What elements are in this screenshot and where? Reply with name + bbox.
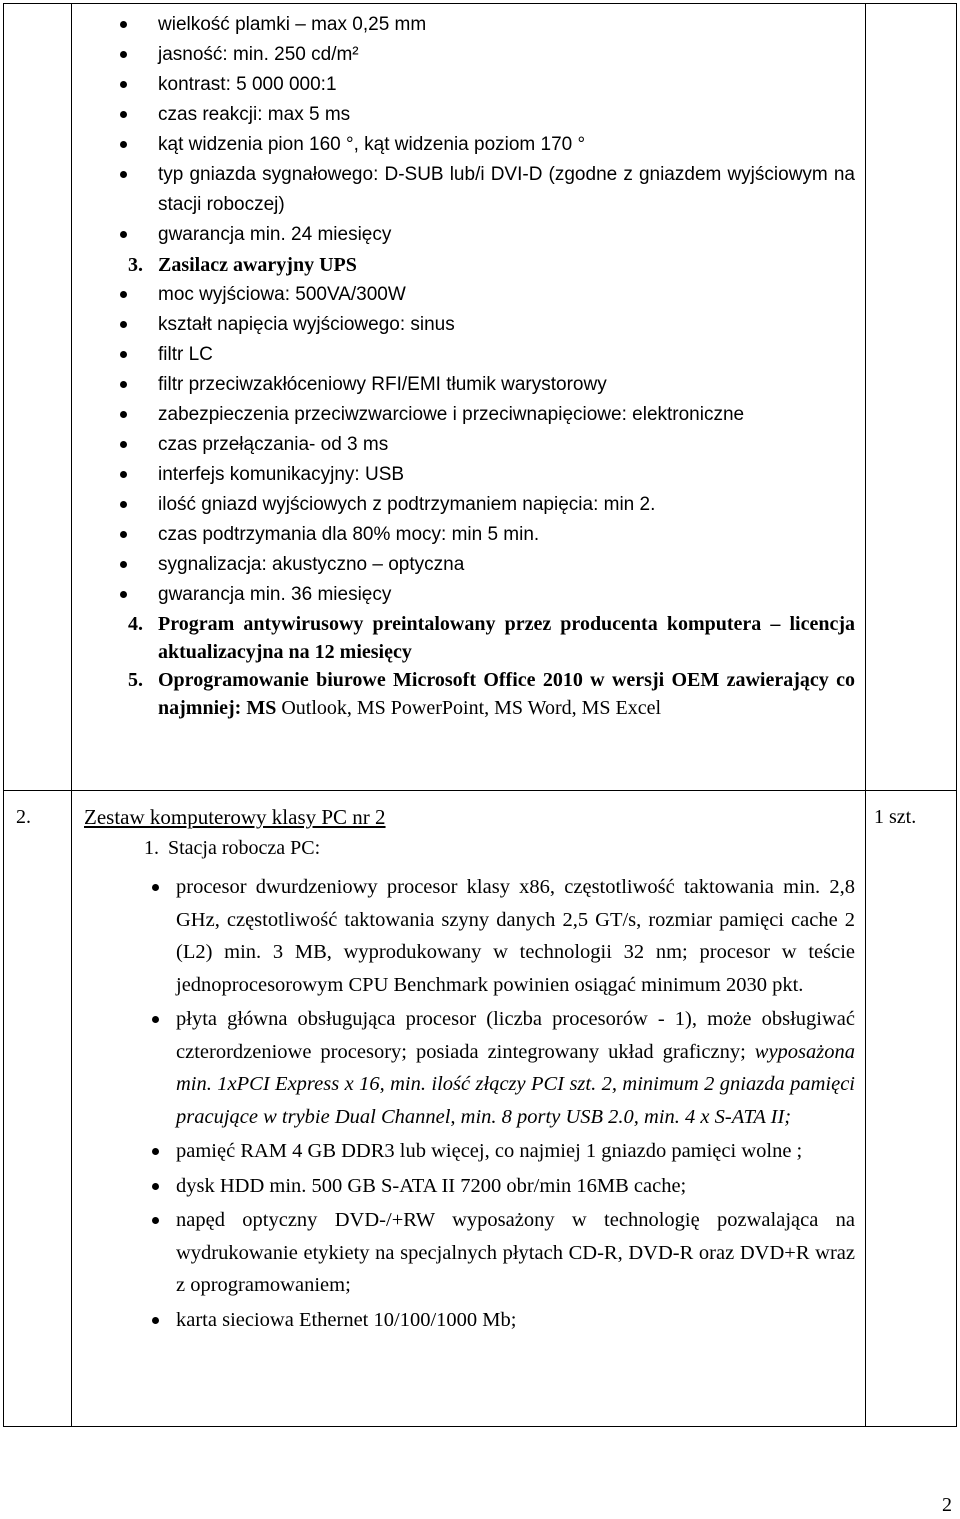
section-number: 5.: [128, 669, 143, 691]
list-item: dysk HDD min. 500 GB S-ATA II 7200 obr/min 16MB cache;: [24, 1170, 855, 1203]
sub-number: 1.: [144, 837, 159, 859]
section-heading: [100, 666, 855, 722]
list-item: czas przełączania- od 3 ms: [100, 430, 855, 460]
list-item: płyta główna obsługująca procesor (liczba procesorów - 1), może obsługiwać czterordzeniowe procesory; posiada zintegrowany układ graficzny; wyposażona min. 1xPCI Express x 16, min. ilość złączy PCI szt. 2, minimum 2 gniazda pamięci pracujące w trybie Dual Channel, min. 8 porty USB 2.0, min. 4 x S-ATA II;: [24, 1003, 855, 1133]
list-item: filtr LC: [100, 340, 855, 370]
list-item: procesor dwurdzeniowy procesor klasy x86, częstotliwość taktowania min. 2,8 GHz, częstotliwość taktowania szyny danych 2,5 GT/s, rozmiar pamięci cache 2 (L2) min. 3 MB, wyprodukowany w technologii 32 nm; procesor w teście jednoprocesorowym CPU Benchmark powinien osiągać minimum 2030 pkt.: [24, 871, 855, 1001]
list-item: interfejs komunikacyjny: USB: [100, 460, 855, 490]
list-item: gwarancja min. 36 miesięcy: [100, 580, 855, 610]
row-number: 2.: [16, 806, 31, 828]
section-heading: [100, 610, 855, 666]
list-item: sygnalizacja: akustyczno – optyczna: [100, 550, 855, 580]
section-title: Oprogramowanie biurowe Microsoft Office 2010 w wersji OEM zawierający co najmniej: MS: [158, 669, 855, 719]
row2-quantity-cell: [866, 791, 957, 1427]
specification-table: [3, 3, 957, 1427]
list-item: kontrast: 5 000 000:1: [100, 70, 855, 100]
workstation-spec-list: [24, 871, 855, 1336]
sub-heading: [84, 833, 855, 863]
list-item: typ gniazda sygnałowego: D-SUB lub/i DVI-D (zgodne z gniazdem wyjściowym na stacji roboczej): [100, 160, 855, 220]
list-item: moc wyjściowa: 500VA/300W: [100, 280, 855, 310]
monitor-spec-list: [100, 10, 855, 250]
list-item: wielkość plamki – max 0,25 mm: [100, 10, 855, 40]
row1-number-cell: [4, 4, 72, 791]
section-title-continuation: Outlook, MS PowerPoint, MS Word, MS Excel: [276, 697, 662, 719]
list-item: filtr przeciwzakłóceniowy RFI/EMI tłumik warystorowy: [100, 370, 855, 400]
item-title: Zestaw komputerowy klasy PC nr 2: [84, 805, 386, 829]
section-number: 4.: [128, 613, 143, 635]
list-item: gwarancja min. 24 miesięcy: [100, 220, 855, 250]
list-item: czas podtrzymania dla 80% mocy: min 5 min.: [100, 520, 855, 550]
list-item: pamięć RAM 4 GB DDR3 lub więcej, co najmiej 1 gniazdo pamięci wolne ;: [24, 1135, 855, 1168]
table-row: [4, 791, 957, 1427]
quantity: 1 szt.: [874, 806, 917, 828]
list-item: karta sieciowa Ethernet 10/100/1000 Mb;: [24, 1304, 855, 1337]
row1-quantity-cell: [866, 4, 957, 791]
section-number: 3.: [128, 254, 143, 276]
table-row: [4, 4, 957, 791]
section-title: Program antywirusowy preintalowany przez producenta komputera – licencja aktualizacyjna na 12 miesięcy: [158, 613, 855, 663]
list-item: jasność: min. 250 cd/m²: [100, 40, 855, 70]
list-item: napęd optyczny DVD-/+RW wyposażony w technologię pozwalająca na wydrukowanie etykiety na specjalnych płytach CD-R, DVD-R oraz DVD+R wraz z oprogramowaniem;: [24, 1204, 855, 1302]
page-number: 2: [942, 1494, 952, 1516]
list-item: czas reakcji: max 5 ms: [100, 100, 855, 130]
ups-spec-list: [100, 280, 855, 610]
row1-content-cell: [72, 4, 866, 791]
section-title: Zasilacz awaryjny UPS: [158, 254, 357, 276]
sub-title: Stacja robocza PC:: [168, 837, 321, 859]
row2-content-cell: [72, 791, 866, 1427]
italic-text: wyposażona min. 1xPCI Express x 16, min. ilość złączy PCI szt. 2, minimum 2 gniazda pamięci pracujące w trybie Dual Channel, min. 8 porty USB 2.0, min. 4 x S-ATA II;: [176, 1040, 855, 1128]
section-heading: [100, 250, 855, 280]
list-item: kształt napięcia wyjściowego: sinus: [100, 310, 855, 340]
list-item: ilość gniazd wyjściowych z podtrzymaniem napięcia: min 2.: [100, 490, 855, 520]
list-item: kąt widzenia pion 160 °, kąt widzenia poziom 170 °: [100, 130, 855, 160]
list-item: zabezpieczenia przeciwzwarciowe i przeciwnapięciowe: elektroniczne: [100, 400, 855, 430]
